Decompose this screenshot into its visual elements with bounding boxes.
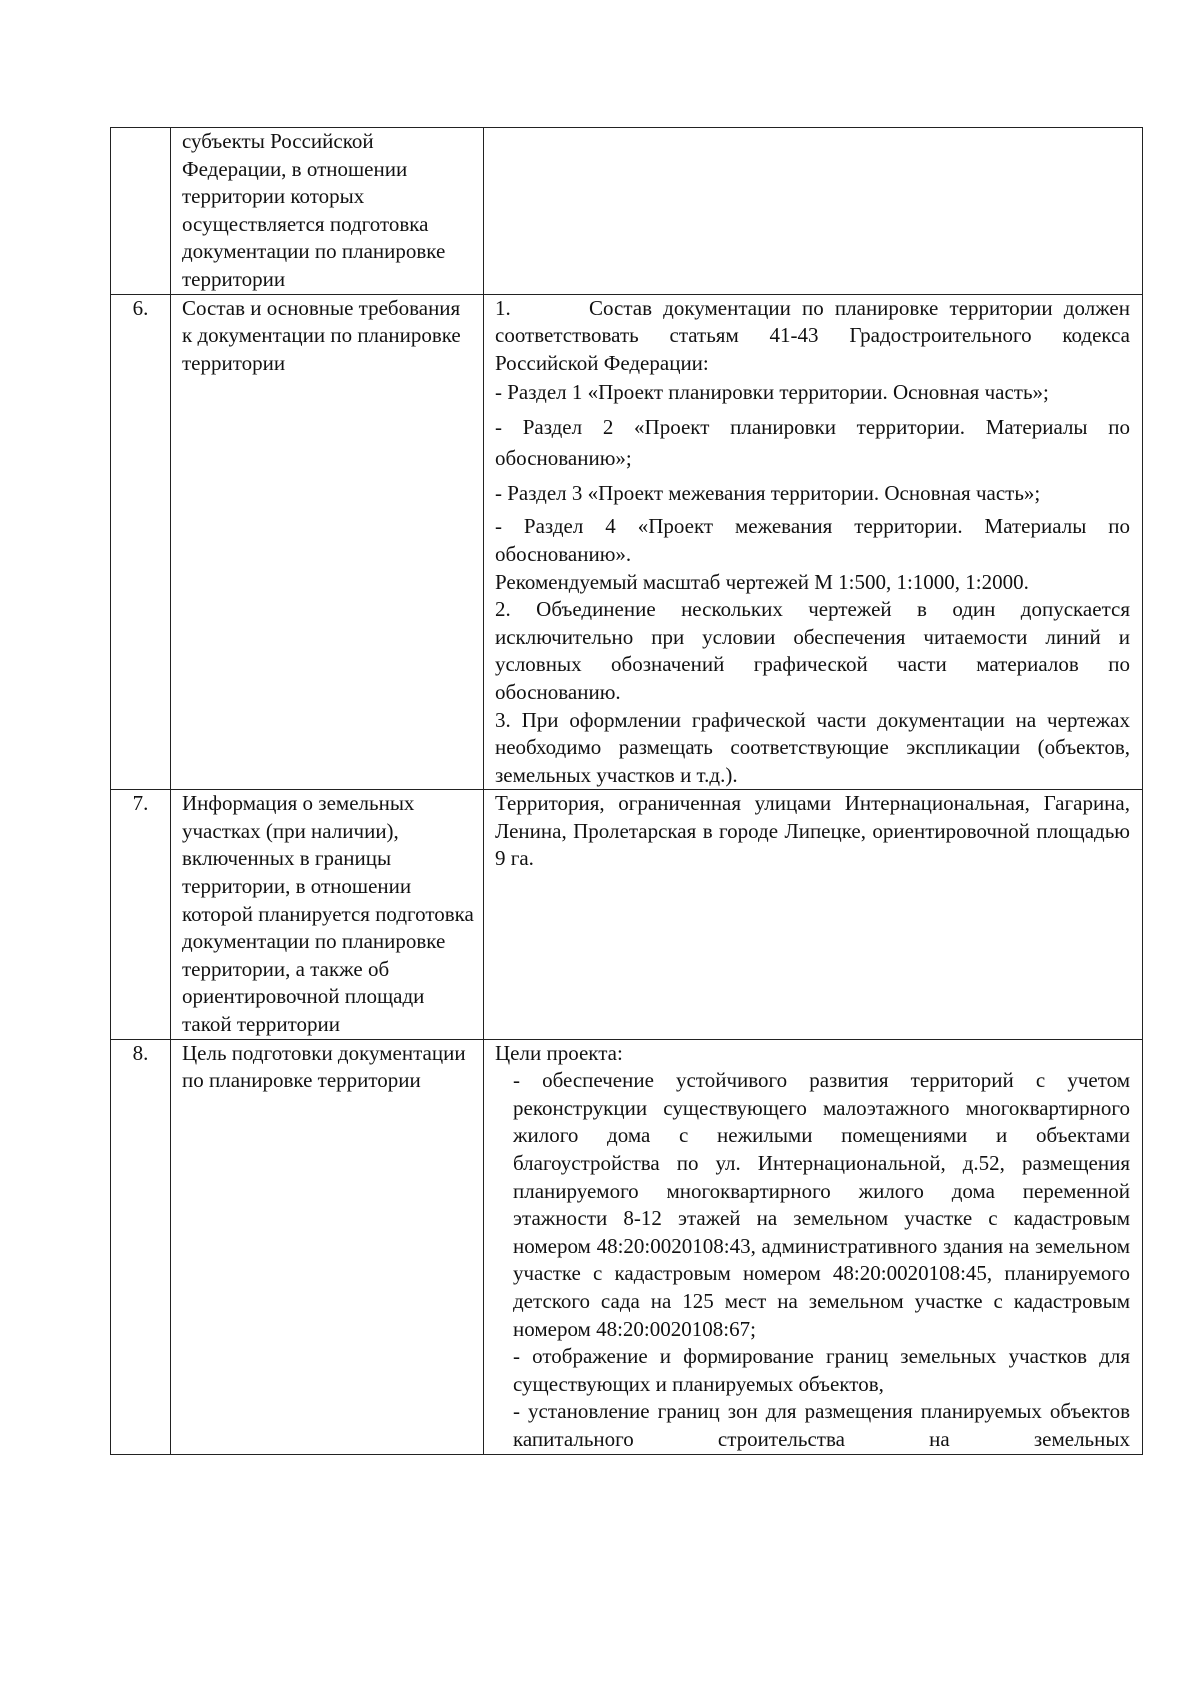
paragraph: 3. При оформлении графической части документации на чертежах необходимо размещать соответствующие экспликации (объектов, земельных участков и т.д.). (495, 707, 1130, 787)
row-description (484, 294, 1143, 790)
paragraph: Территория, ограниченная улицами Интернациональная, Гагарина, Ленина, Пролетарская в городе Липецке, ориентировочной площадью 9 га. (495, 791, 1130, 871)
table-row (111, 294, 1143, 790)
paragraph: - отображение и формирование границ земельных участков для существующих и планируемых объектов, (513, 1344, 1130, 1396)
paragraph: - Раздел 4 «Проект межевания территории. Материалы по обоснованию». (495, 514, 1130, 566)
row-label-text: субъекты Российской Федерации, в отношении территории которых осуществляется подготовка документации по планировке территории (182, 129, 446, 291)
row-number (111, 128, 171, 295)
row-number: 6. (111, 294, 171, 790)
paragraph: Цели проекта: (495, 1040, 623, 1065)
row-description (484, 790, 1143, 1039)
paragraph: - Раздел 3 «Проект межевания территории. Основная часть»; (495, 481, 1041, 506)
row-label-text: Состав и основные требования к документации по планировке территории (182, 295, 461, 375)
paragraph: - Раздел 1 «Проект планировки территории. Основная часть»; (495, 380, 1049, 405)
table-row (111, 1039, 1143, 1454)
row-number: 7. (111, 790, 171, 1039)
row-label-text: Цель подготовки документации по планировке территории (182, 1040, 466, 1093)
row-label (171, 1039, 484, 1454)
paragraph: 2. Объединение нескольких чертежей в один допускается исключительно при условии обеспечения читаемости линий и условных обозначений графической части материалов по обоснованию. (495, 597, 1130, 704)
row-label (171, 294, 484, 790)
row-label-text: Информация о земельных участках (при наличии), включенных в границы территории, в отношении которой планируется подготовка документации по планировке территории, а также об ориентировочной площади такой территории (182, 791, 474, 1037)
paragraph: 1. Состав документации по планировке территории должен соответствовать статьям 41-43 Градостроительного кодекса Российской Федерации: (495, 295, 1130, 375)
paragraph: - обеспечение устойчивого развития территорий с учетом реконструкции существующего малоэтажного многоквартирного жилого дома с нежилыми помещениями и объектами благоустройства по ул. Интернациональной, д.52, размещения планируемого многоквартирного жилого дома переменной этажности 8-12 этажей на земельном участке с кадастровым номером 48:20:0020108:43, административного здания на земельном участке с кадастровым номером 48:20:0020108:45, планируемого детского сада на 125 мест на земельном участке с кадастровым номером 48:20:0020108:67; (513, 1068, 1130, 1341)
row-label (171, 790, 484, 1039)
table-row (111, 790, 1143, 1039)
table-row (111, 128, 1143, 295)
row-number: 8. (111, 1039, 171, 1454)
row-description (484, 128, 1143, 295)
paragraph: - установление границ зон для размещения планируемых объектов капитального строительства на земельных (513, 1399, 1130, 1451)
paragraph: - Раздел 2 «Проект планировки территории. Материалы по обоснованию»; (495, 415, 1130, 471)
row-label (171, 128, 484, 295)
document-table (110, 127, 1143, 1455)
paragraph: Рекомендуемый масштаб чертежей М 1:500, 1:1000, 1:2000. (495, 569, 1029, 594)
row-description (484, 1039, 1143, 1454)
